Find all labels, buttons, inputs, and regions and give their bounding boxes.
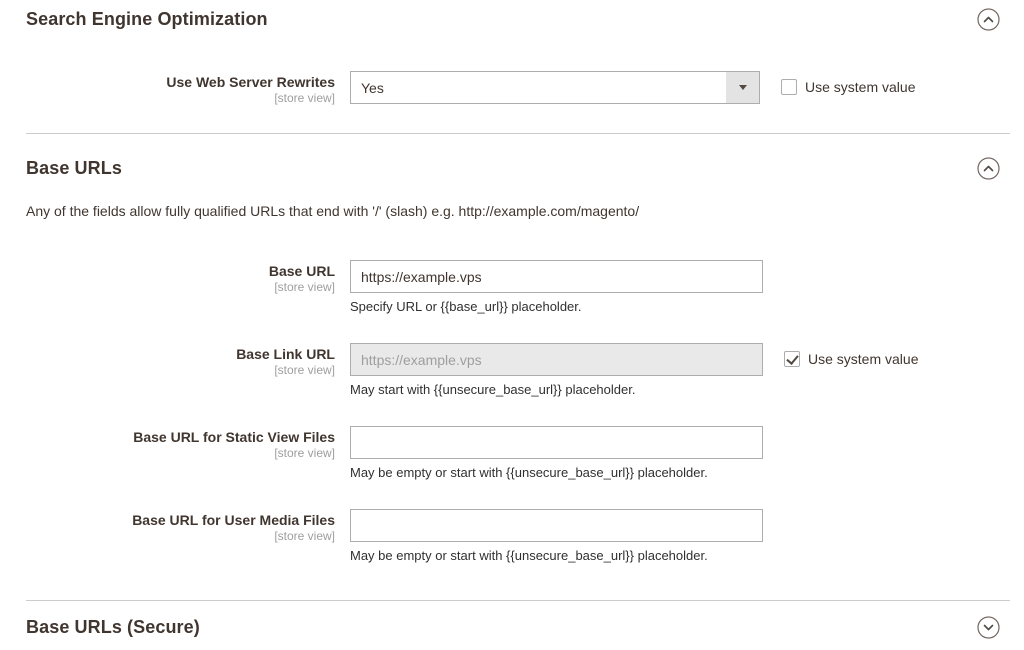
base-url-input[interactable] <box>350 260 763 293</box>
collapse-button-base-urls[interactable] <box>976 156 1000 180</box>
base-url-media-input[interactable] <box>350 509 763 542</box>
chevron-up-icon <box>977 8 1000 31</box>
section-header-seo <box>26 8 1010 30</box>
field-row-base-url-media <box>26 509 1010 563</box>
field-scope: [store view] <box>274 446 335 460</box>
field-row-base-link-url <box>26 343 1010 397</box>
dropdown-arrow-icon <box>726 72 759 103</box>
field-label: Use Web Server Rewrites <box>166 74 335 90</box>
section-header-base-urls <box>26 157 1010 179</box>
section-divider <box>26 133 1010 134</box>
section-title-base-urls: Base URLs <box>26 158 122 178</box>
field-label: Base URL for Static View Files <box>133 429 335 445</box>
chevron-down-icon <box>977 616 1000 639</box>
field-scope: [store view] <box>274 529 335 543</box>
field-control-col <box>350 260 763 314</box>
field-scope: [store view] <box>274 363 335 377</box>
field-label: Base URL <box>268 263 335 279</box>
field-scope: [store view] <box>274 280 335 294</box>
field-scope: [store view] <box>274 91 335 105</box>
use-system-value-label[interactable]: Use system value <box>808 351 919 367</box>
field-row-use-web-server-rewrites <box>26 71 1010 105</box>
field-control-col <box>350 509 763 563</box>
field-control-col <box>350 426 763 480</box>
use-web-server-rewrites-select[interactable] <box>350 71 760 104</box>
use-system-value-checkbox[interactable] <box>784 351 800 367</box>
section-title-base-urls-secure: Base URLs (Secure) <box>26 617 200 637</box>
field-note: May start with {{unsecure_base_url}} placeholder. <box>350 382 636 397</box>
section-comment-base-urls: Any of the fields allow fully qualified URLs that end with '/' (slash) e.g. http://example.com/magento/ <box>26 203 640 219</box>
field-row-base-url-static <box>26 426 1010 480</box>
base-link-url-input <box>350 343 763 376</box>
field-note: Specify URL or {{base_url}} placeholder. <box>350 299 582 314</box>
use-system-value-label[interactable]: Use system value <box>805 79 916 95</box>
section-divider <box>26 600 1010 601</box>
use-system-value-group <box>781 71 915 95</box>
field-label-col <box>26 509 335 543</box>
base-url-static-input[interactable] <box>350 426 763 459</box>
field-note: May be empty or start with {{unsecure_base_url}} placeholder. <box>350 465 708 480</box>
section-title-seo: Search Engine Optimization <box>26 9 268 29</box>
field-label: Base Link URL <box>236 346 335 362</box>
field-control-col <box>350 71 760 104</box>
field-label-col <box>26 71 335 105</box>
field-control-col <box>350 343 763 397</box>
use-system-value-group <box>784 343 918 367</box>
collapse-button-seo[interactable] <box>976 7 1000 31</box>
chevron-up-icon <box>977 157 1000 180</box>
field-note: May be empty or start with {{unsecure_base_url}} placeholder. <box>350 548 708 563</box>
field-label: Base URL for User Media Files <box>132 512 335 528</box>
field-row-base-url <box>26 260 1010 314</box>
use-system-value-checkbox[interactable] <box>781 79 797 95</box>
section-header-base-urls-secure <box>26 616 1010 638</box>
field-label-col <box>26 426 335 460</box>
field-label-col <box>26 260 335 294</box>
collapse-button-base-urls-secure[interactable] <box>976 615 1000 639</box>
field-label-col <box>26 343 335 377</box>
select-value: Yes <box>361 79 384 96</box>
